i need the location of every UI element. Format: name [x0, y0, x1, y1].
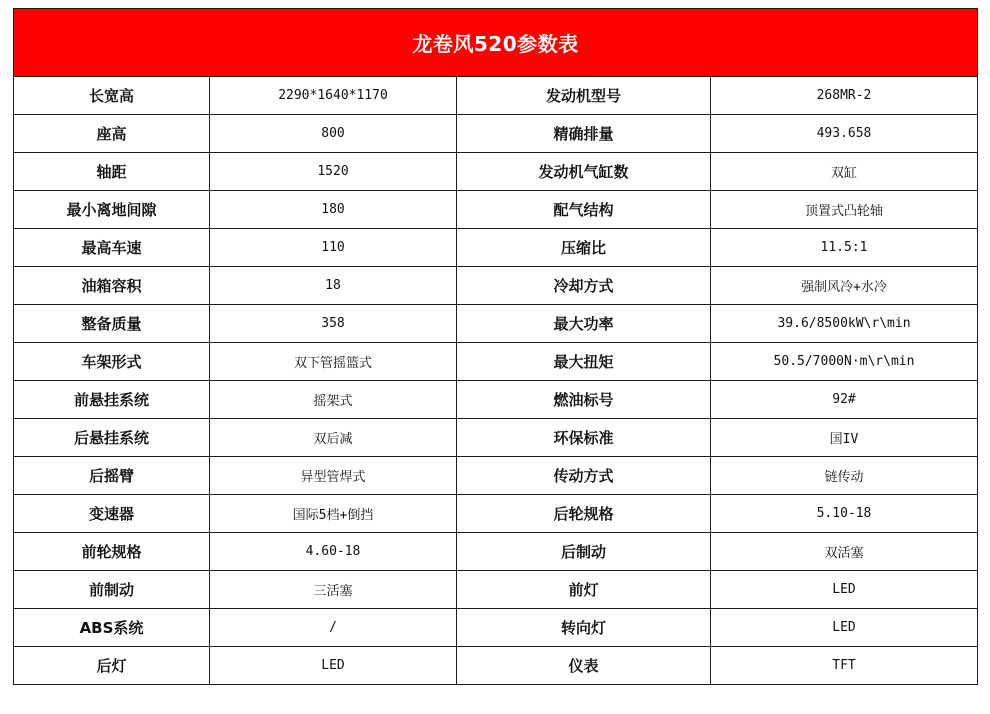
spec-label: 最小离地间隙 [14, 191, 210, 229]
spec-label: 发动机型号 [457, 77, 711, 115]
spec-value: 358 [210, 305, 457, 343]
spec-label: 前悬挂系统 [14, 381, 210, 419]
table-row [14, 229, 978, 267]
spec-label: 转向灯 [457, 609, 711, 647]
spec-value: 强制风冷+水冷 [711, 267, 978, 305]
table-row [14, 495, 978, 533]
spec-value: 三活塞 [210, 571, 457, 609]
spec-value: 18 [210, 267, 457, 305]
spec-label: 轴距 [14, 153, 210, 191]
spec-value: 268MR-2 [711, 77, 978, 115]
table-row [14, 77, 978, 115]
spec-value: TFT [711, 647, 978, 685]
table-row [14, 609, 978, 647]
spec-value: 双缸 [711, 153, 978, 191]
spec-value: 摇架式 [210, 381, 457, 419]
spec-value: 180 [210, 191, 457, 229]
spec-label: 整备质量 [14, 305, 210, 343]
table-row [14, 115, 978, 153]
spec-label: 后灯 [14, 647, 210, 685]
spec-label: 最高车速 [14, 229, 210, 267]
spec-value: 国IV [711, 419, 978, 457]
table-row [14, 153, 978, 191]
spec-value: 92# [711, 381, 978, 419]
table-row [14, 191, 978, 229]
spec-label: 前轮规格 [14, 533, 210, 571]
spec-label: 后制动 [457, 533, 711, 571]
spec-label: 仪表 [457, 647, 711, 685]
spec-value: 双后减 [210, 419, 457, 457]
spec-value: 2290*1640*1170 [210, 77, 457, 115]
table-row [14, 267, 978, 305]
table-row [14, 533, 978, 571]
table-row [14, 343, 978, 381]
spec-value: LED [210, 647, 457, 685]
spec-value: 4.60-18 [210, 533, 457, 571]
spec-table [13, 8, 978, 685]
table-row [14, 381, 978, 419]
table-row [14, 647, 978, 685]
spec-label: 后摇臂 [14, 457, 210, 495]
spec-label: 传动方式 [457, 457, 711, 495]
spec-value: 国际5档+倒挡 [210, 495, 457, 533]
spec-label: ABS系统 [14, 609, 210, 647]
table-row [14, 305, 978, 343]
spec-value: 50.5/7000N·m\r\min [711, 343, 978, 381]
table-title: 龙卷风520参数表 [14, 9, 978, 77]
spec-label: 油箱容积 [14, 267, 210, 305]
table-row [14, 457, 978, 495]
spec-value: 800 [210, 115, 457, 153]
spec-value: 顶置式凸轮轴 [711, 191, 978, 229]
spec-value: 39.6/8500kW\r\min [711, 305, 978, 343]
spec-label: 冷却方式 [457, 267, 711, 305]
spec-label: 环保标准 [457, 419, 711, 457]
spec-value: 1520 [210, 153, 457, 191]
spec-table-body [14, 9, 978, 685]
spec-label: 前制动 [14, 571, 210, 609]
spec-label: 后轮规格 [457, 495, 711, 533]
spec-label: 最大扭矩 [457, 343, 711, 381]
spec-label: 变速器 [14, 495, 210, 533]
spec-label: 座高 [14, 115, 210, 153]
table-row [14, 419, 978, 457]
spec-label: 长宽高 [14, 77, 210, 115]
spec-value: 110 [210, 229, 457, 267]
spec-label: 车架形式 [14, 343, 210, 381]
spec-value: LED [711, 571, 978, 609]
spec-value: 5.10-18 [711, 495, 978, 533]
spec-label: 压缩比 [457, 229, 711, 267]
spec-value: 双活塞 [711, 533, 978, 571]
spec-value: / [210, 609, 457, 647]
spec-label: 后悬挂系统 [14, 419, 210, 457]
spec-value: 异型管焊式 [210, 457, 457, 495]
spec-label: 燃油标号 [457, 381, 711, 419]
spec-label: 最大功率 [457, 305, 711, 343]
spec-label: 配气结构 [457, 191, 711, 229]
spec-value: 493.658 [711, 115, 978, 153]
spec-value: LED [711, 609, 978, 647]
spec-label: 前灯 [457, 571, 711, 609]
spec-label: 精确排量 [457, 115, 711, 153]
spec-label: 发动机气缸数 [457, 153, 711, 191]
table-row [14, 571, 978, 609]
spec-value: 链传动 [711, 457, 978, 495]
title-row [14, 9, 978, 77]
spec-value: 双下管摇篮式 [210, 343, 457, 381]
spec-value: 11.5:1 [711, 229, 978, 267]
